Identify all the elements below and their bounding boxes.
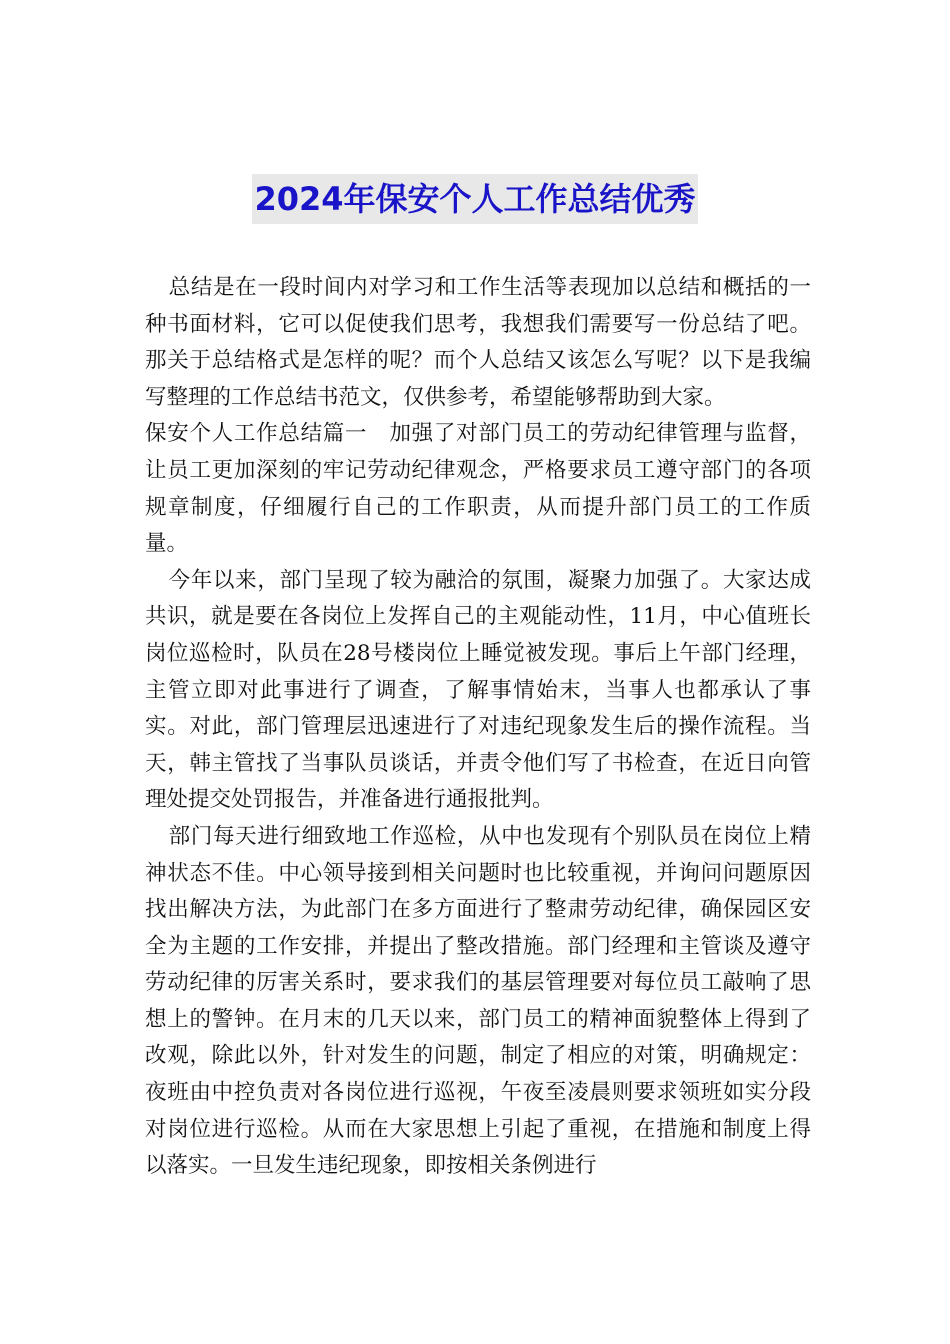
paragraph-inspection: 部门每天进行细致地工作巡检，从中也发现有个别队员在岗位上精神状态不佳。中心领导接到相关问题时也比较重视，并询问问题原因找出解决方法，为此部门在多方面进行了整肃劳动纪律，确保园区安全为主题的工作安排，并提出了整改措施。部门经理和主管谈及遵守劳动纪律的厉害关系时，要求我们的基层管理要对每位员工敲响了思想上的警钟。在月末的几天以来，部门员工的精神面貌整体上得到了改观，除此以外，针对发生的问题，制定了相应的对策，明确规定：夜班由中控负责对各岗位进行巡视，午夜至凌晨则要求领班如实分段对岗位进行巡检。从而在大家思想上引起了重视，在措施和制度上得以落实。一旦发生违纪现象，即按相关条例进行 <box>145 823 811 1179</box>
document-body <box>145 270 811 1185</box>
document-title: 2024年保安个人工作总结优秀 <box>252 174 697 224</box>
paragraph-intro: 总结是在一段时间内对学习和工作生活等表现加以总结和概括的一种书面材料，它可以促使我们思考，我想我们需要写一份总结了吧。那关于总结格式是怎样的呢？而个人总结又该怎么写呢？以下是我编写整理的工作总结书范文，仅供参考，希望能够帮助到大家。 <box>145 275 811 410</box>
paragraph-section-one: 保安个人工作总结篇一 加强了对部门员工的劳动纪律管理与监督，让员工更加深刻的牢记劳动纪律观念，严格要求员工遵守部门的各项规章制度，仔细履行自己的工作职责，从而提升部门员工的工作质量。 <box>145 421 811 557</box>
title-container <box>0 174 950 224</box>
paragraph-incident: 今年以来，部门呈现了较为融洽的氛围，凝聚力加强了。大家达成共识，就是要在各岗位上发挥自己的主观能动性，11月，中心值班长岗位巡检时，队员在28号楼岗位上睡觉被发现。事后上午部门经理，主管立即对此事进行了调查，了解事情始末，当事人也都承认了事实。对此，部门管理层迅速进行了对违纪现象发生后的操作流程。当天，韩主管找了当事队员谈话，并责令他们写了书检查，在近日向管理处提交处罚报告，并准备进行通报批判。 <box>145 567 811 813</box>
